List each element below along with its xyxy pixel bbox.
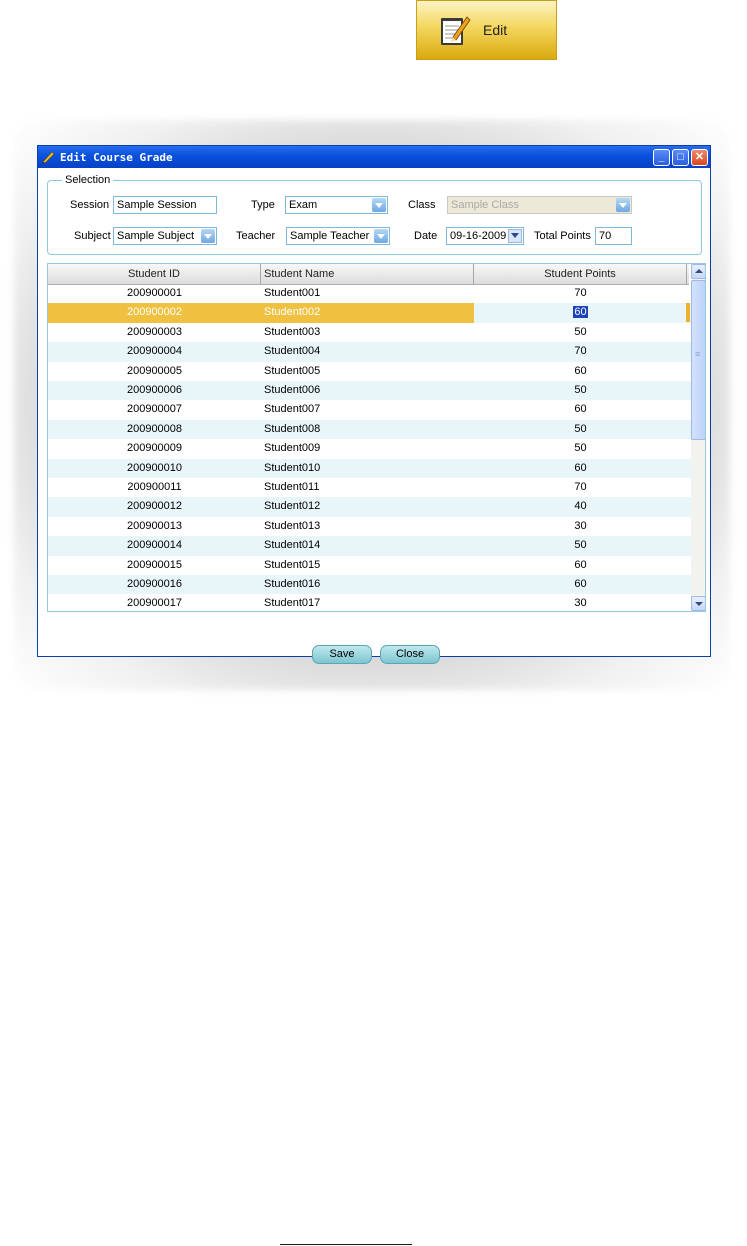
student-points-cell[interactable]: 70 xyxy=(574,287,587,299)
student-name-cell[interactable]: Student002 xyxy=(261,303,474,322)
student-points-cell[interactable] xyxy=(474,303,687,322)
student-points-cell[interactable]: 50 xyxy=(574,539,587,552)
grid-header xyxy=(48,264,689,285)
subject-label: Subject xyxy=(74,230,111,242)
student-points-cell[interactable]: 70 xyxy=(574,345,587,358)
student-points-cell[interactable]: 50 xyxy=(574,325,587,338)
title-bar[interactable] xyxy=(38,146,710,168)
student-name-cell[interactable]: Student011 xyxy=(264,481,320,493)
chevron-down-icon[interactable] xyxy=(372,198,386,212)
chevron-down-icon xyxy=(616,198,630,212)
student-name-cell[interactable]: Student004 xyxy=(264,345,321,358)
table-row[interactable] xyxy=(48,400,691,419)
selection-marker xyxy=(686,303,690,322)
notepad-pencil-icon xyxy=(439,13,471,47)
calendar-dropdown-icon[interactable] xyxy=(508,229,522,243)
student-name-cell[interactable]: Student014 xyxy=(264,539,321,552)
subject-select[interactable] xyxy=(113,227,217,245)
close-window-button[interactable]: ✕ xyxy=(691,149,708,166)
student-id-cell[interactable]: 200900016 xyxy=(126,578,183,590)
student-points-cell[interactable]: 70 xyxy=(574,481,587,493)
student-id-cell[interactable]: 200900010 xyxy=(126,461,183,474)
subject-value: Sample Subject xyxy=(117,230,195,242)
edit-button[interactable] xyxy=(416,0,557,60)
maximize-button[interactable]: □ xyxy=(672,149,689,166)
student-name-cell[interactable]: Student017 xyxy=(264,597,321,610)
edit-button-label: Edit xyxy=(483,22,508,38)
close-button[interactable]: Close xyxy=(380,645,440,664)
table-row[interactable] xyxy=(48,439,691,458)
student-id-cell[interactable]: 200900005 xyxy=(126,364,183,377)
student-name-cell[interactable]: Student005 xyxy=(264,364,321,377)
teacher-value: Sample Teacher xyxy=(290,230,370,242)
column-header-student-id[interactable]: Student ID xyxy=(48,264,261,284)
student-name-cell[interactable]: Student001 xyxy=(264,287,321,299)
total-points-label: Total Points xyxy=(534,230,591,242)
table-row[interactable] xyxy=(48,362,691,381)
student-points-cell[interactable]: 60 xyxy=(574,364,587,377)
session-field[interactable]: Sample Session xyxy=(113,196,217,214)
student-id-cell[interactable]: 200900009 xyxy=(126,442,183,455)
student-id-cell[interactable]: 200900015 xyxy=(126,558,183,571)
scroll-thumb[interactable] xyxy=(691,280,706,440)
class-label: Class xyxy=(408,199,436,211)
teacher-select[interactable] xyxy=(286,227,390,245)
student-id-cell[interactable]: 200900006 xyxy=(126,384,183,396)
student-name-cell[interactable]: Student007 xyxy=(264,403,321,416)
selection-legend: Selection xyxy=(65,174,111,186)
date-label: Date xyxy=(414,230,438,242)
type-label: Type xyxy=(251,199,275,211)
student-id-cell[interactable]: 200900004 xyxy=(126,345,183,358)
table-row[interactable] xyxy=(48,323,691,342)
dialog-body xyxy=(38,168,710,660)
student-name-cell[interactable]: Student015 xyxy=(264,558,321,571)
student-id-cell[interactable]: 200900002 xyxy=(48,303,261,322)
student-id-cell[interactable]: 200900008 xyxy=(126,422,183,435)
student-points-cell[interactable]: 60 xyxy=(574,578,587,590)
student-name-cell[interactable]: Student006 xyxy=(264,384,321,396)
date-picker[interactable] xyxy=(446,227,524,245)
student-id-cell[interactable]: 200900014 xyxy=(126,539,183,552)
student-points-cell[interactable]: 50 xyxy=(574,422,587,435)
table-row[interactable] xyxy=(48,536,691,555)
student-points-cell[interactable]: 50 xyxy=(574,384,587,396)
column-header-student-points[interactable]: Student Points xyxy=(474,264,687,284)
grades-grid xyxy=(47,263,706,612)
table-row[interactable] xyxy=(48,556,691,575)
chevron-down-icon[interactable] xyxy=(374,229,388,243)
table-row[interactable] xyxy=(48,575,691,594)
teacher-label: Teacher xyxy=(236,230,276,242)
student-points-cell[interactable]: 60 xyxy=(574,558,587,571)
vertical-scrollbar[interactable] xyxy=(691,264,706,611)
student-name-cell[interactable]: Student008 xyxy=(264,422,321,435)
minimize-button[interactable]: _ xyxy=(653,149,670,166)
student-name-cell[interactable]: Student009 xyxy=(264,442,321,455)
student-name-cell[interactable]: Student013 xyxy=(264,519,321,532)
table-row[interactable] xyxy=(48,497,691,516)
edit-course-grade-dialog xyxy=(37,145,711,660)
table-row[interactable] xyxy=(48,303,691,322)
class-value: Sample Class xyxy=(451,199,519,211)
student-points-cell[interactable]: 30 xyxy=(574,519,587,532)
student-points-cell[interactable]: 50 xyxy=(574,442,587,455)
student-name-cell[interactable]: Student012 xyxy=(264,500,321,513)
table-row[interactable] xyxy=(48,381,691,400)
chevron-down-icon[interactable] xyxy=(201,229,215,243)
student-points-cell[interactable]: 30 xyxy=(574,597,587,610)
footer-underline xyxy=(280,1244,412,1245)
pencil-icon xyxy=(42,150,56,164)
column-header-student-name[interactable]: Student Name xyxy=(261,264,474,284)
save-button[interactable]: Save xyxy=(312,645,372,664)
student-points-cell[interactable]: 60 xyxy=(574,403,587,416)
table-row[interactable] xyxy=(48,342,691,361)
student-id-cell[interactable]: 200900012 xyxy=(126,500,183,513)
student-id-cell[interactable]: 200900017 xyxy=(126,597,183,610)
student-points-cell[interactable]: 40 xyxy=(574,500,587,513)
date-value: 09-16-2009 xyxy=(450,230,507,242)
student-id-cell[interactable]: 200900011 xyxy=(127,481,182,493)
scroll-down-icon[interactable] xyxy=(691,596,706,611)
table-row[interactable] xyxy=(48,594,691,612)
type-value: Exam xyxy=(289,199,318,211)
student-id-cell[interactable]: 200900001 xyxy=(126,287,183,299)
student-id-cell[interactable]: 200900013 xyxy=(126,519,183,532)
session-label: Session xyxy=(70,199,110,211)
table-row[interactable] xyxy=(48,420,691,439)
type-select[interactable] xyxy=(285,196,388,214)
student-points-cell[interactable]: 60 xyxy=(574,461,587,474)
student-name-cell[interactable]: Student016 xyxy=(264,578,321,590)
student-id-cell[interactable]: 200900007 xyxy=(126,403,183,416)
student-id-cell[interactable]: 200900003 xyxy=(126,325,183,338)
total-points-field[interactable]: 70 xyxy=(595,227,632,245)
points-editor[interactable]: 60 xyxy=(574,306,587,319)
scroll-up-icon[interactable] xyxy=(691,264,706,279)
table-row[interactable] xyxy=(48,478,691,497)
table-row[interactable] xyxy=(48,284,691,303)
dialog-title: Edit Course Grade xyxy=(60,150,173,164)
student-name-cell[interactable]: Student010 xyxy=(264,461,321,474)
student-name-cell[interactable]: Student003 xyxy=(264,325,321,338)
table-row[interactable] xyxy=(48,517,691,536)
table-row[interactable] xyxy=(48,459,691,478)
class-select xyxy=(447,196,632,214)
